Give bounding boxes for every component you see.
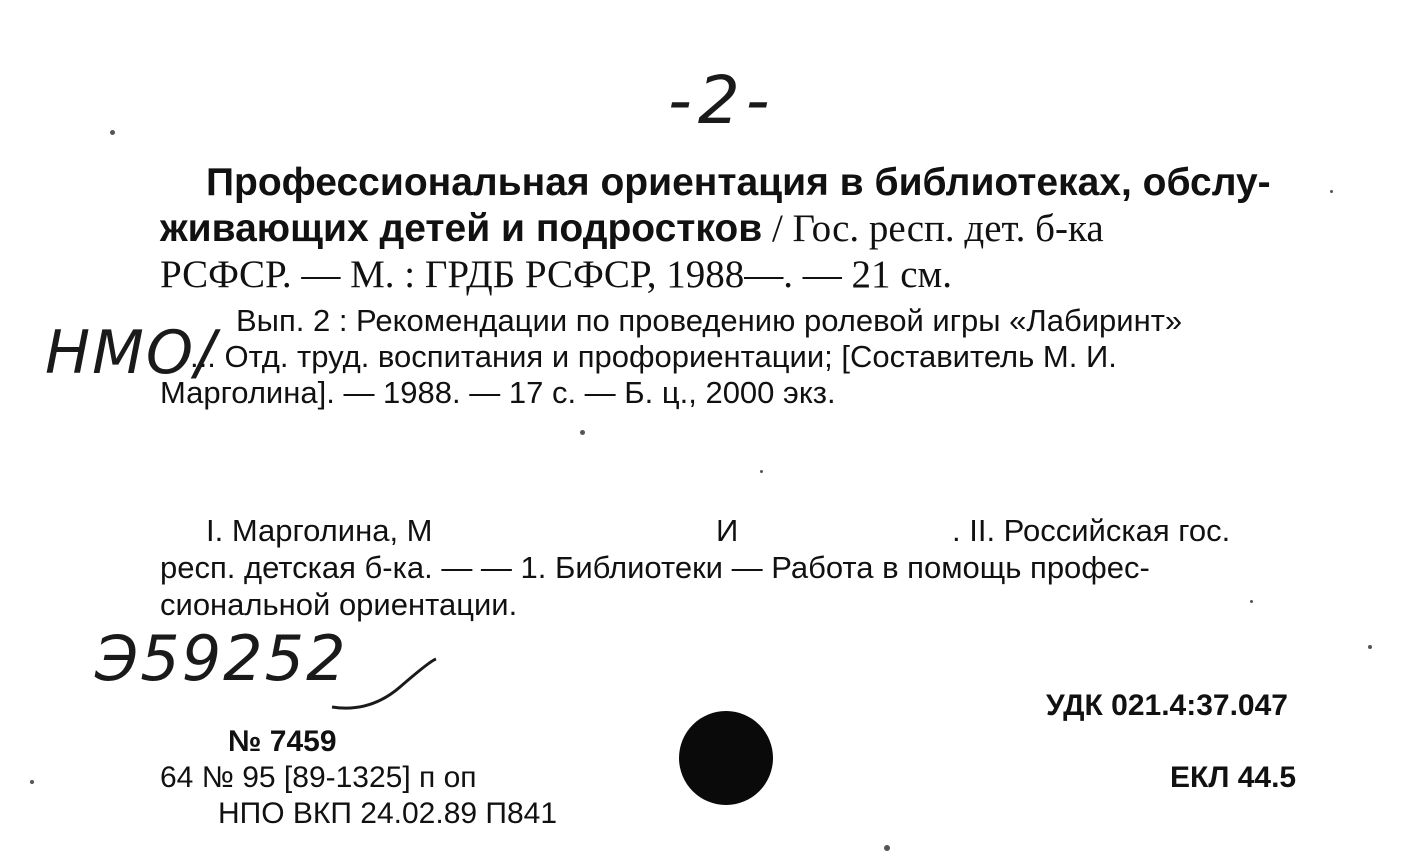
- ink-blot: [679, 711, 773, 805]
- title-line-2: [160, 206, 1316, 252]
- speck: [30, 780, 34, 784]
- handwritten-page-number: -2-: [668, 62, 776, 139]
- issue-line-2: ... Отд. труд. воспитания и профориентации; [Составитель М. И.: [190, 339, 1117, 374]
- speck: [1368, 645, 1372, 649]
- speck: [760, 470, 763, 473]
- inventory-underline-stroke: [330, 655, 440, 715]
- tracings-line-3: сиональной ориентации.: [160, 587, 518, 622]
- printer-imprint: НПО ВКП 24.02.89 П841: [218, 797, 558, 830]
- title-bold-part-2: живающих детей и подростков: [160, 207, 763, 250]
- speck: [884, 845, 890, 851]
- tracing-initial: И: [716, 513, 739, 548]
- speck: [110, 130, 115, 135]
- print-order-line: 64 № 95 [89-1325] п оп: [160, 761, 477, 794]
- tracing-corporate: . II. Российская гос.: [952, 513, 1231, 548]
- title-line-1: [206, 160, 1316, 206]
- tracings-line-2: респ. детская б-ка. — — 1. Библиотеки — Работа в помощь профес-: [160, 550, 1150, 585]
- speck: [1330, 190, 1333, 193]
- udk-code: УДК 021.4:37.047: [1046, 689, 1288, 722]
- title-bold-part-1: Профессиональная ориентация в библиотеках, обслу-: [206, 161, 1271, 204]
- issue-line-3: Марголина]. — 1988. — 17 с. — Б. ц., 2000 экз.: [160, 375, 836, 410]
- tracings-line-1: [206, 512, 1316, 550]
- tracing-author: I. Марголина, М: [206, 513, 433, 548]
- title-line-3: РСФСР. — М. : ГРДБ РСФСР, 1988—. — 21 см.: [160, 253, 952, 296]
- title-responsibility: / Гос. респ. дет. б-ка: [762, 207, 1104, 250]
- ekl-code: ЕКЛ 44.5: [1170, 761, 1297, 794]
- speck: [580, 430, 585, 435]
- handwritten-inventory-number: Э59252: [95, 622, 348, 695]
- card-number: № 7459: [228, 725, 337, 758]
- speck: [1250, 600, 1253, 603]
- handwritten-siglum: НМО/: [45, 318, 218, 388]
- issue-line-1: Вып. 2 : Рекомендации по проведению ролевой игры «Лабиринт»: [236, 303, 1183, 338]
